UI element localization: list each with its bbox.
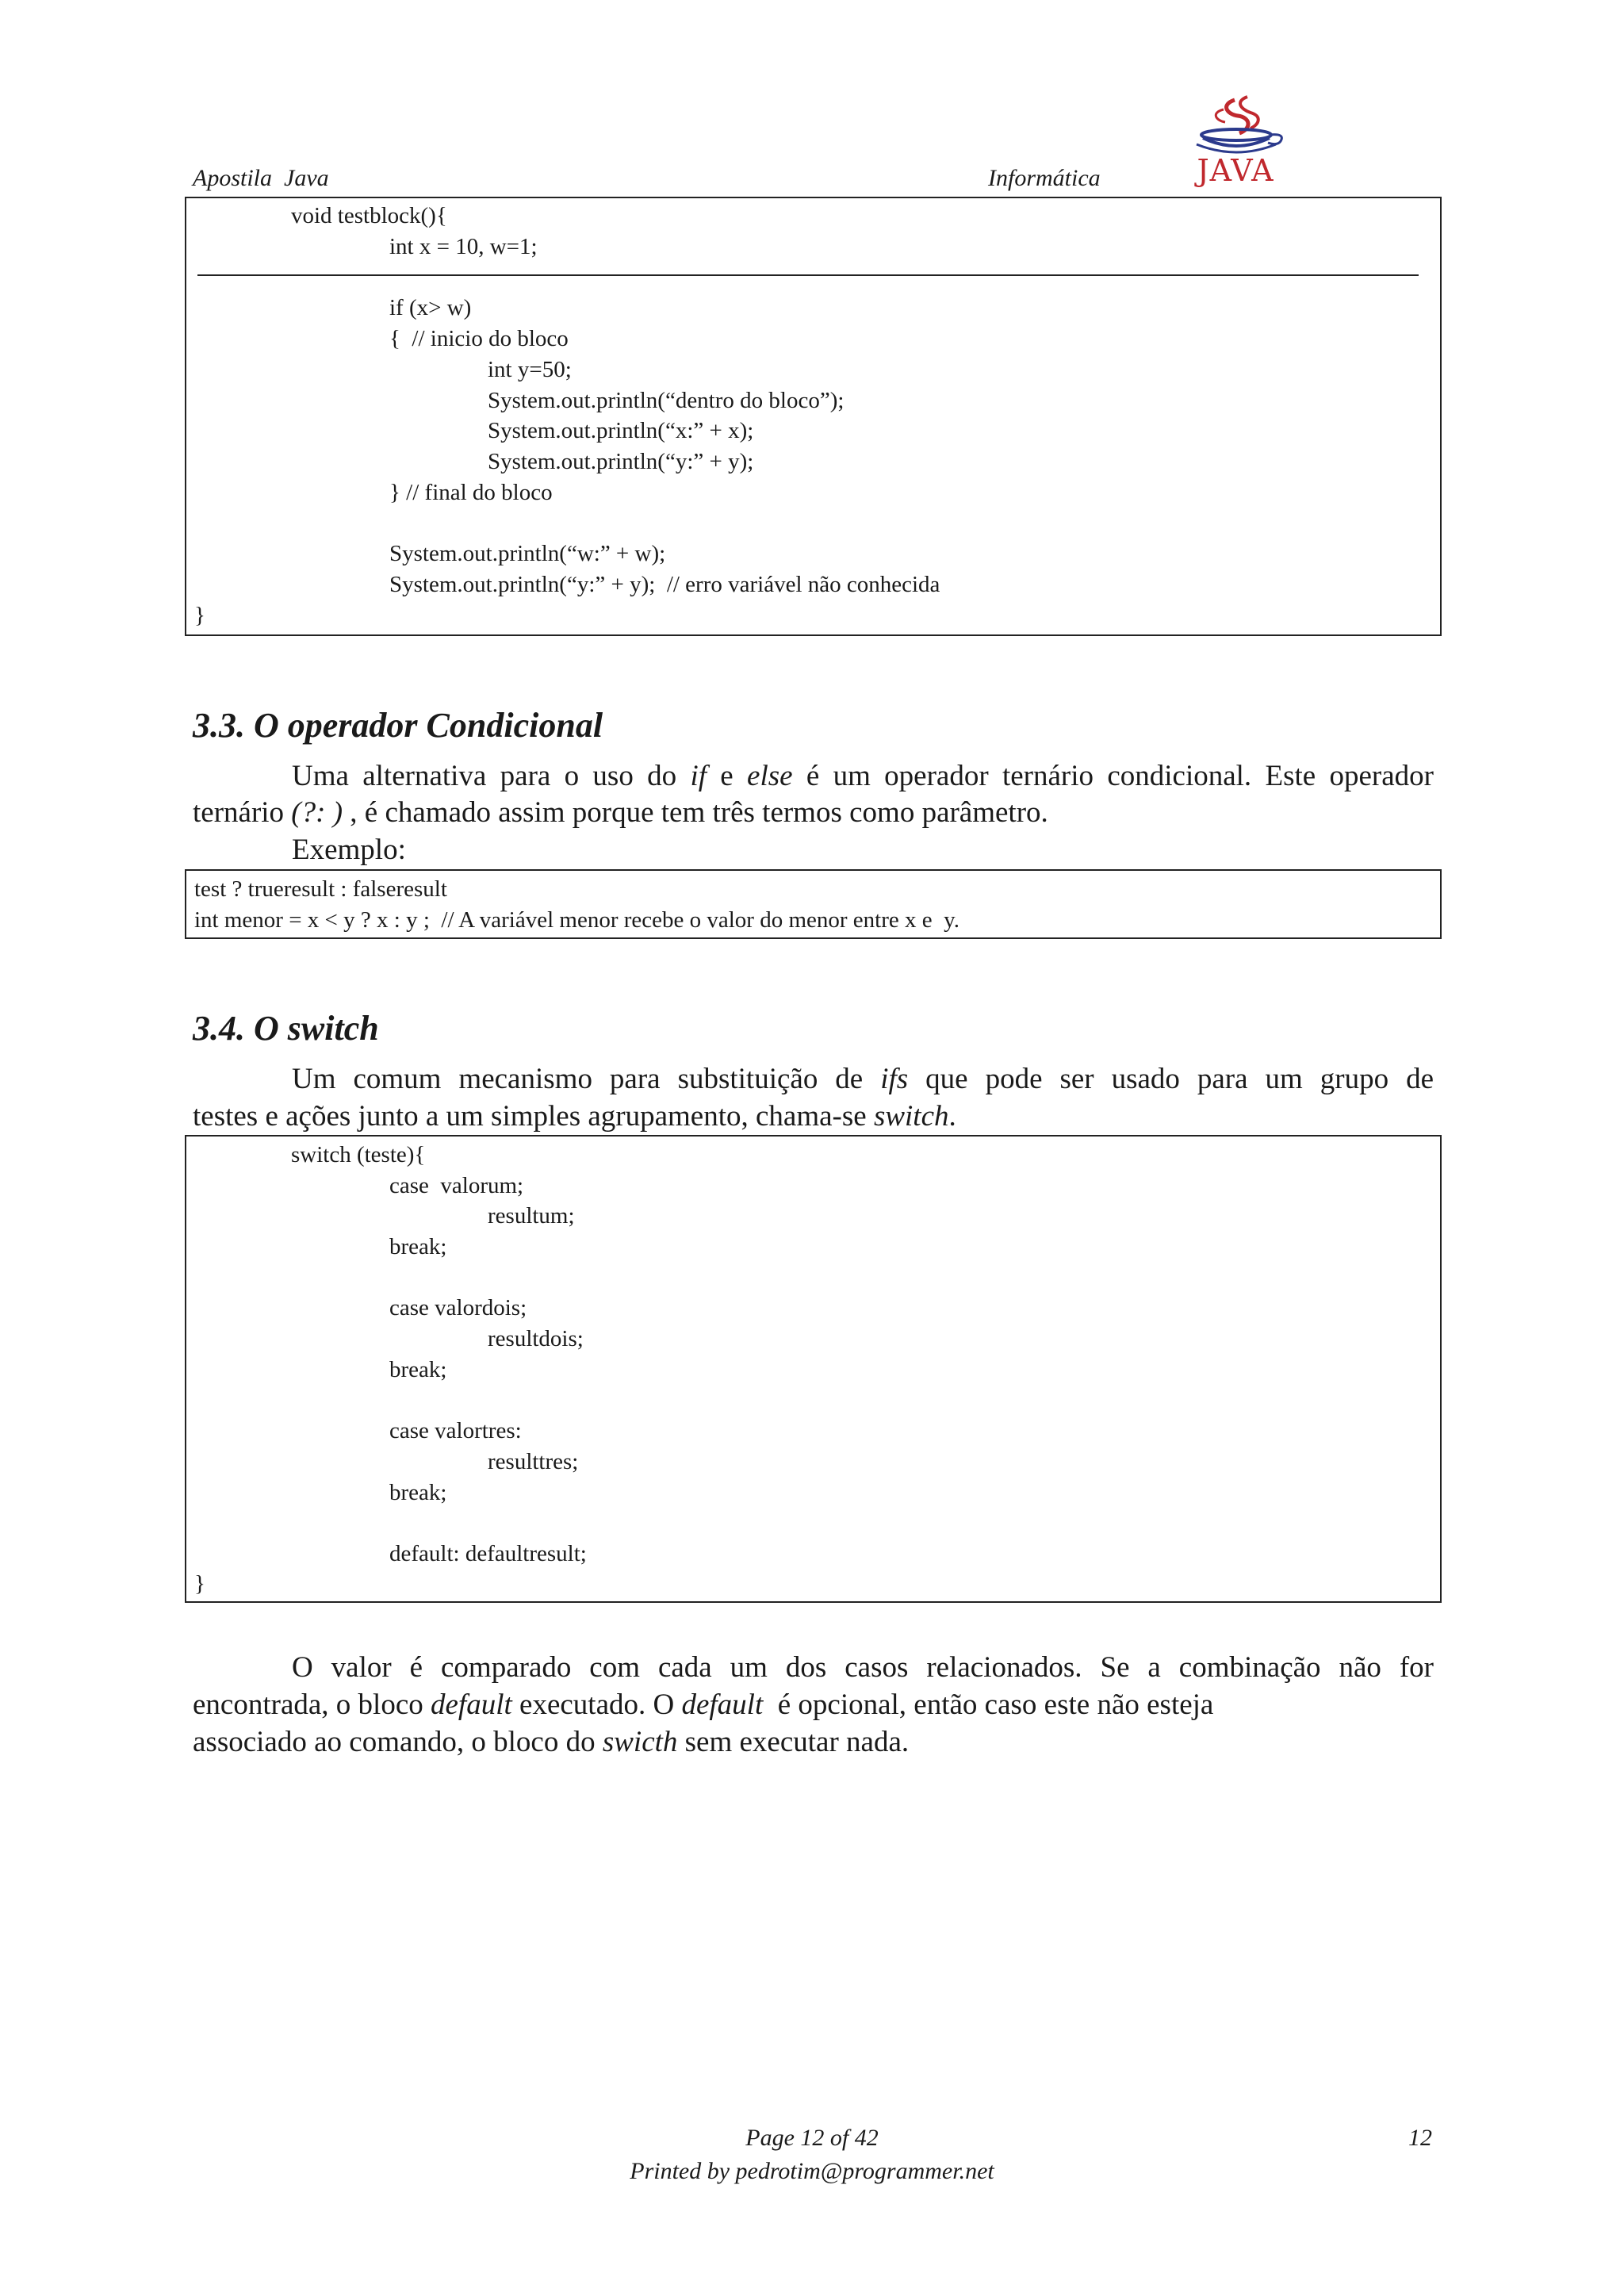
paragraph-line [193, 1727, 909, 1757]
text-run: ternário [193, 796, 292, 829]
text-run: testes e ações junto a um simples agrupamento, chama-se [193, 1100, 874, 1133]
code-line: case valorum; [389, 1173, 524, 1198]
text-run-italic: if [690, 760, 707, 792]
code-line: { // inicio do bloco [389, 326, 569, 351]
code-line: System.out.println(“y:” + y); [488, 449, 754, 474]
text-run-italic: (?: ) [291, 796, 343, 829]
code-line: } [194, 1571, 205, 1596]
paragraph-line [292, 1064, 1434, 1094]
text-run: Uma alternativa para o uso do [292, 760, 691, 792]
code-block-switch [185, 1135, 1442, 1603]
paragraph-line [193, 798, 1048, 827]
code-line: switch (teste){ [291, 1142, 426, 1167]
code-line: System.out.println(“x:” + x); [488, 418, 754, 443]
example-label: Exemplo: [292, 834, 406, 866]
separator-rule [197, 274, 1419, 276]
text-run: . [948, 1100, 956, 1133]
code-line: break; [389, 1234, 447, 1259]
text-run: associado ao comando, o bloco do [193, 1726, 603, 1758]
code-line: test ? trueresult : falseresult [194, 876, 447, 902]
footer-page-label: Page 12 of 42 [745, 2125, 879, 2151]
text-run: é opcional, então caso este não esteja [763, 1688, 1214, 1721]
text-run: que pode ser usado para um grupo de [908, 1063, 1434, 1095]
text-run-italic: swicth [602, 1726, 678, 1758]
code-line: System.out.println(“dentro do bloco”); [488, 388, 845, 413]
text-run-italic: switch [873, 1100, 949, 1133]
code-line: int menor = x < y ? x : y ; // A variável menor recebe o valor do menor entre x e y. [194, 907, 959, 933]
text-run-italic: ifs [880, 1063, 909, 1095]
code-line: case valortres: [389, 1418, 522, 1443]
code-line: if (x> w) [389, 295, 472, 320]
code-line: int y=50; [488, 357, 572, 382]
logo-text: JAVA [1197, 153, 1274, 188]
text-run: , é chamado assim porque tem três termos como parâmetro. [343, 796, 1048, 829]
code-block-testblock [185, 197, 1442, 636]
text-run: sem executar nada. [677, 1726, 910, 1758]
code-line: } // final do bloco [389, 480, 553, 505]
paragraph-line [292, 761, 1434, 791]
header-left: Apostila Java [193, 165, 329, 191]
code-line: System.out.println(“y:” + y); // erro variável não conhecida [389, 572, 940, 597]
text-run: encontrada, o bloco [193, 1688, 431, 1721]
code-line: break; [389, 1357, 447, 1382]
code-line: } [194, 603, 205, 628]
code-block-ternary [185, 869, 1442, 939]
code-line: void testblock(){ [291, 203, 447, 228]
text-run: e [707, 760, 748, 792]
footer-printed-by: Printed by pedrotim@programmer.net [630, 2158, 994, 2184]
java-logo [1179, 94, 1292, 192]
section-heading-3-3: 3.3. O operador Condicional [193, 706, 603, 745]
coffee-cup-icon [1179, 94, 1292, 157]
code-line: resulttres; [488, 1449, 579, 1474]
text-run-italic: default [431, 1688, 512, 1721]
text-run-italic: else [747, 760, 793, 792]
text-run: Um comum mecanismo para substituição de [292, 1063, 881, 1095]
code-line: int x = 10, w=1; [389, 234, 538, 259]
footer-page-number: 12 [1408, 2125, 1432, 2151]
paragraph-line [193, 1102, 956, 1131]
code-line: resultum; [488, 1203, 575, 1228]
text-run: é um operador ternário condicional. Este operador [792, 760, 1434, 792]
section-heading-3-4: 3.4. O switch [193, 1009, 379, 1048]
text-run-italic: default [681, 1688, 764, 1721]
code-line: break; [389, 1480, 447, 1505]
text-run: executado. O [511, 1688, 682, 1721]
code-line: case valordois; [389, 1295, 527, 1320]
code-line: resultdois; [488, 1326, 584, 1351]
paragraph-line [193, 1690, 1213, 1719]
header-center: Informática [988, 165, 1101, 191]
code-line: System.out.println(“w:” + w); [389, 541, 666, 566]
code-line: default: defaultresult; [389, 1541, 587, 1566]
paragraph-line: O valor é comparado com cada um dos casos relacionados. Se a combinação não for [292, 1651, 1434, 1684]
